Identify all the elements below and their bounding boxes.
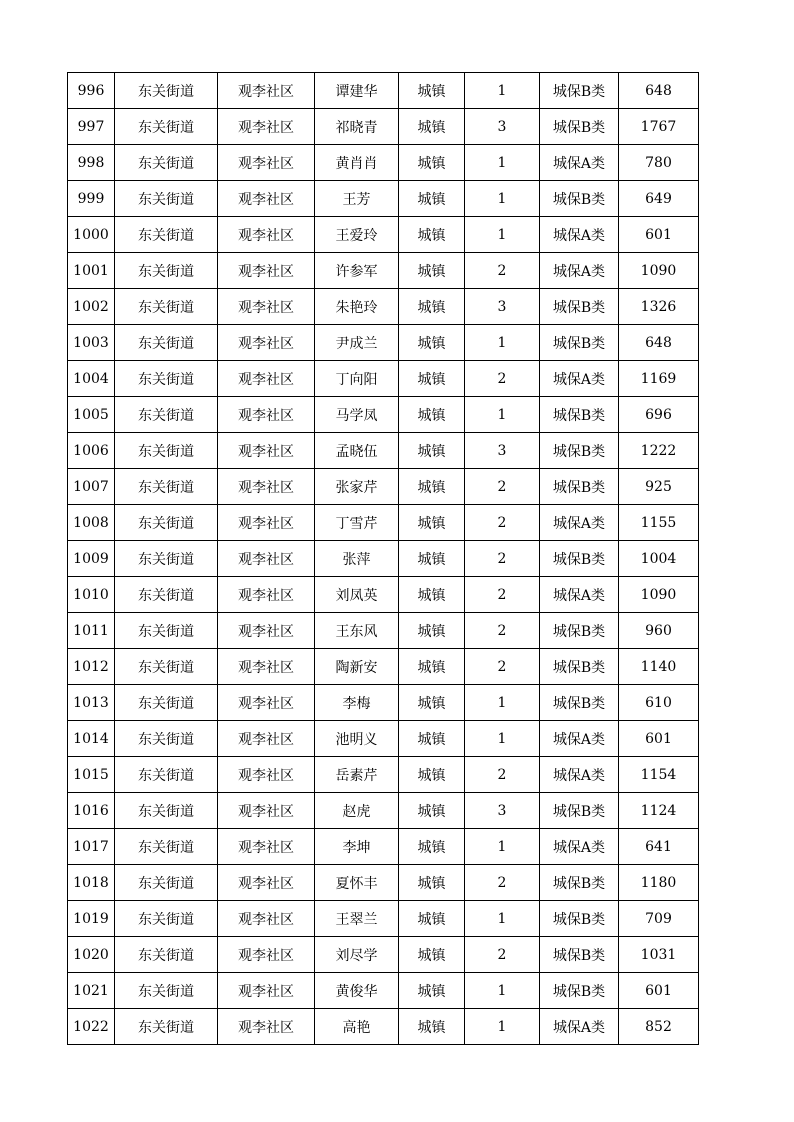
table-row — [68, 1009, 699, 1045]
insurance-category-cell: 城保A类 — [540, 721, 619, 757]
community-name-cell: 观李社区 — [218, 397, 315, 433]
street-name-cell: 东关街道 — [115, 253, 218, 289]
community-name-cell: 观李社区 — [218, 721, 315, 757]
insurance-category-cell: 城保A类 — [540, 145, 619, 181]
household-type-cell: 城镇 — [399, 505, 465, 541]
roster-table — [67, 72, 699, 1045]
street-name-cell: 东关街道 — [115, 757, 218, 793]
street-name-cell: 东关街道 — [115, 145, 218, 181]
community-name-cell: 观李社区 — [218, 505, 315, 541]
insurance-category-cell: 城保B类 — [540, 973, 619, 1009]
table-row — [68, 829, 699, 865]
household-size-cell: 2 — [465, 505, 540, 541]
household-type-cell: 城镇 — [399, 253, 465, 289]
row-number-cell: 1014 — [68, 721, 115, 757]
table-row — [68, 505, 699, 541]
household-type-cell: 城镇 — [399, 325, 465, 361]
community-name-cell: 观李社区 — [218, 865, 315, 901]
insurance-category-cell: 城保A类 — [540, 829, 619, 865]
household-size-cell: 2 — [465, 541, 540, 577]
insurance-category-cell: 城保A类 — [540, 757, 619, 793]
community-name-cell: 观李社区 — [218, 217, 315, 253]
person-name-cell: 刘尽学 — [315, 937, 399, 973]
insurance-category-cell: 城保A类 — [540, 217, 619, 253]
street-name-cell: 东关街道 — [115, 829, 218, 865]
row-number-cell: 1006 — [68, 433, 115, 469]
street-name-cell: 东关街道 — [115, 613, 218, 649]
row-number-cell: 1001 — [68, 253, 115, 289]
row-number-cell: 1016 — [68, 793, 115, 829]
community-name-cell: 观李社区 — [218, 541, 315, 577]
table-row — [68, 469, 699, 505]
household-type-cell: 城镇 — [399, 649, 465, 685]
row-number-cell: 1017 — [68, 829, 115, 865]
insurance-category-cell: 城保B类 — [540, 865, 619, 901]
person-name-cell: 王芳 — [315, 181, 399, 217]
insurance-category-cell: 城保B类 — [540, 397, 619, 433]
person-name-cell: 朱艳玲 — [315, 289, 399, 325]
row-number-cell: 1008 — [68, 505, 115, 541]
street-name-cell: 东关街道 — [115, 109, 218, 145]
insurance-category-cell: 城保A类 — [540, 505, 619, 541]
community-name-cell: 观李社区 — [218, 937, 315, 973]
insurance-category-cell: 城保B类 — [540, 793, 619, 829]
household-type-cell: 城镇 — [399, 289, 465, 325]
amount-cell: 925 — [619, 469, 699, 505]
amount-cell: 610 — [619, 685, 699, 721]
community-name-cell: 观李社区 — [218, 793, 315, 829]
street-name-cell: 东关街道 — [115, 181, 218, 217]
person-name-cell: 李梅 — [315, 685, 399, 721]
amount-cell: 1155 — [619, 505, 699, 541]
person-name-cell: 陶新安 — [315, 649, 399, 685]
amount-cell: 1140 — [619, 649, 699, 685]
household-size-cell: 1 — [465, 217, 540, 253]
community-name-cell: 观李社区 — [218, 577, 315, 613]
community-name-cell: 观李社区 — [218, 181, 315, 217]
household-size-cell: 2 — [465, 613, 540, 649]
household-size-cell: 1 — [465, 1009, 540, 1045]
insurance-category-cell: 城保B类 — [540, 469, 619, 505]
insurance-category-cell: 城保B类 — [540, 325, 619, 361]
row-number-cell: 1015 — [68, 757, 115, 793]
household-type-cell: 城镇 — [399, 433, 465, 469]
row-number-cell: 1019 — [68, 901, 115, 937]
street-name-cell: 东关街道 — [115, 505, 218, 541]
street-name-cell: 东关街道 — [115, 577, 218, 613]
household-size-cell: 1 — [465, 397, 540, 433]
household-type-cell: 城镇 — [399, 829, 465, 865]
household-size-cell: 1 — [465, 973, 540, 1009]
street-name-cell: 东关街道 — [115, 541, 218, 577]
household-type-cell: 城镇 — [399, 541, 465, 577]
insurance-category-cell: 城保B类 — [540, 433, 619, 469]
household-type-cell: 城镇 — [399, 613, 465, 649]
person-name-cell: 黄俊华 — [315, 973, 399, 1009]
table-row — [68, 541, 699, 577]
insurance-category-cell: 城保B类 — [540, 685, 619, 721]
amount-cell: 1169 — [619, 361, 699, 397]
household-size-cell: 2 — [465, 865, 540, 901]
amount-cell: 960 — [619, 613, 699, 649]
household-size-cell: 1 — [465, 73, 540, 109]
household-size-cell: 2 — [465, 361, 540, 397]
table-row — [68, 865, 699, 901]
street-name-cell: 东关街道 — [115, 973, 218, 1009]
table-row — [68, 973, 699, 1009]
community-name-cell: 观李社区 — [218, 685, 315, 721]
insurance-category-cell: 城保B类 — [540, 901, 619, 937]
community-name-cell: 观李社区 — [218, 901, 315, 937]
household-type-cell: 城镇 — [399, 469, 465, 505]
amount-cell: 649 — [619, 181, 699, 217]
community-name-cell: 观李社区 — [218, 145, 315, 181]
amount-cell: 709 — [619, 901, 699, 937]
insurance-category-cell: 城保B类 — [540, 289, 619, 325]
table-row — [68, 397, 699, 433]
person-name-cell: 刘凤英 — [315, 577, 399, 613]
household-type-cell: 城镇 — [399, 145, 465, 181]
community-name-cell: 观李社区 — [218, 325, 315, 361]
household-size-cell: 2 — [465, 649, 540, 685]
street-name-cell: 东关街道 — [115, 937, 218, 973]
amount-cell: 1326 — [619, 289, 699, 325]
household-type-cell: 城镇 — [399, 901, 465, 937]
amount-cell: 780 — [619, 145, 699, 181]
street-name-cell: 东关街道 — [115, 73, 218, 109]
row-number-cell: 998 — [68, 145, 115, 181]
household-type-cell: 城镇 — [399, 973, 465, 1009]
street-name-cell: 东关街道 — [115, 397, 218, 433]
table-row — [68, 433, 699, 469]
row-number-cell: 1000 — [68, 217, 115, 253]
row-number-cell: 1012 — [68, 649, 115, 685]
household-size-cell: 2 — [465, 253, 540, 289]
person-name-cell: 祁晓青 — [315, 109, 399, 145]
amount-cell: 696 — [619, 397, 699, 433]
household-type-cell: 城镇 — [399, 397, 465, 433]
row-number-cell: 1005 — [68, 397, 115, 433]
row-number-cell: 1010 — [68, 577, 115, 613]
street-name-cell: 东关街道 — [115, 649, 218, 685]
roster-body — [68, 73, 699, 1045]
street-name-cell: 东关街道 — [115, 217, 218, 253]
person-name-cell: 马学凤 — [315, 397, 399, 433]
table-row — [68, 145, 699, 181]
row-number-cell: 1021 — [68, 973, 115, 1009]
row-number-cell: 1013 — [68, 685, 115, 721]
person-name-cell: 丁向阳 — [315, 361, 399, 397]
person-name-cell: 张萍 — [315, 541, 399, 577]
row-number-cell: 1009 — [68, 541, 115, 577]
household-type-cell: 城镇 — [399, 793, 465, 829]
table-row — [68, 361, 699, 397]
household-type-cell: 城镇 — [399, 217, 465, 253]
community-name-cell: 观李社区 — [218, 757, 315, 793]
person-name-cell: 孟晓伍 — [315, 433, 399, 469]
insurance-category-cell: 城保B类 — [540, 937, 619, 973]
household-size-cell: 1 — [465, 901, 540, 937]
household-size-cell: 2 — [465, 577, 540, 613]
household-size-cell: 1 — [465, 181, 540, 217]
amount-cell: 1154 — [619, 757, 699, 793]
insurance-category-cell: 城保A类 — [540, 577, 619, 613]
insurance-category-cell: 城保A类 — [540, 1009, 619, 1045]
table-row — [68, 325, 699, 361]
amount-cell: 1124 — [619, 793, 699, 829]
household-type-cell: 城镇 — [399, 181, 465, 217]
row-number-cell: 1020 — [68, 937, 115, 973]
street-name-cell: 东关街道 — [115, 325, 218, 361]
household-type-cell: 城镇 — [399, 937, 465, 973]
insurance-category-cell: 城保B类 — [540, 109, 619, 145]
insurance-category-cell: 城保B类 — [540, 73, 619, 109]
community-name-cell: 观李社区 — [218, 829, 315, 865]
amount-cell: 648 — [619, 73, 699, 109]
community-name-cell: 观李社区 — [218, 649, 315, 685]
community-name-cell: 观李社区 — [218, 361, 315, 397]
household-type-cell: 城镇 — [399, 757, 465, 793]
household-type-cell: 城镇 — [399, 685, 465, 721]
community-name-cell: 观李社区 — [218, 469, 315, 505]
household-type-cell: 城镇 — [399, 721, 465, 757]
person-name-cell: 岳素芹 — [315, 757, 399, 793]
household-size-cell: 3 — [465, 433, 540, 469]
person-name-cell: 张家芹 — [315, 469, 399, 505]
community-name-cell: 观李社区 — [218, 253, 315, 289]
table-row — [68, 901, 699, 937]
table-row — [68, 793, 699, 829]
table-row — [68, 73, 699, 109]
household-size-cell: 1 — [465, 829, 540, 865]
insurance-category-cell: 城保A类 — [540, 361, 619, 397]
row-number-cell: 1022 — [68, 1009, 115, 1045]
household-size-cell: 1 — [465, 145, 540, 181]
table-row — [68, 109, 699, 145]
street-name-cell: 东关街道 — [115, 1009, 218, 1045]
table-row — [68, 253, 699, 289]
household-type-cell: 城镇 — [399, 361, 465, 397]
table-row — [68, 937, 699, 973]
amount-cell: 1090 — [619, 577, 699, 613]
household-size-cell: 2 — [465, 937, 540, 973]
community-name-cell: 观李社区 — [218, 73, 315, 109]
household-size-cell: 1 — [465, 721, 540, 757]
amount-cell: 601 — [619, 721, 699, 757]
street-name-cell: 东关街道 — [115, 361, 218, 397]
amount-cell: 1180 — [619, 865, 699, 901]
amount-cell: 852 — [619, 1009, 699, 1045]
street-name-cell: 东关街道 — [115, 685, 218, 721]
person-name-cell: 王爱玲 — [315, 217, 399, 253]
household-size-cell: 3 — [465, 109, 540, 145]
household-type-cell: 城镇 — [399, 577, 465, 613]
table-row — [68, 721, 699, 757]
person-name-cell: 池明义 — [315, 721, 399, 757]
amount-cell: 1090 — [619, 253, 699, 289]
row-number-cell: 996 — [68, 73, 115, 109]
person-name-cell: 丁雪芹 — [315, 505, 399, 541]
household-type-cell: 城镇 — [399, 1009, 465, 1045]
street-name-cell: 东关街道 — [115, 433, 218, 469]
community-name-cell: 观李社区 — [218, 109, 315, 145]
household-size-cell: 3 — [465, 793, 540, 829]
person-name-cell: 王翠兰 — [315, 901, 399, 937]
amount-cell: 1031 — [619, 937, 699, 973]
amount-cell: 1767 — [619, 109, 699, 145]
amount-cell: 1004 — [619, 541, 699, 577]
table-row — [68, 217, 699, 253]
person-name-cell: 赵虎 — [315, 793, 399, 829]
community-name-cell: 观李社区 — [218, 433, 315, 469]
street-name-cell: 东关街道 — [115, 721, 218, 757]
household-size-cell: 3 — [465, 289, 540, 325]
table-row — [68, 649, 699, 685]
street-name-cell: 东关街道 — [115, 469, 218, 505]
table-row — [68, 577, 699, 613]
insurance-category-cell: 城保B类 — [540, 613, 619, 649]
household-size-cell: 1 — [465, 685, 540, 721]
row-number-cell: 999 — [68, 181, 115, 217]
person-name-cell: 谭建华 — [315, 73, 399, 109]
person-name-cell: 黄肖肖 — [315, 145, 399, 181]
person-name-cell: 许参军 — [315, 253, 399, 289]
community-name-cell: 观李社区 — [218, 289, 315, 325]
household-size-cell: 2 — [465, 757, 540, 793]
street-name-cell: 东关街道 — [115, 793, 218, 829]
person-name-cell: 李坤 — [315, 829, 399, 865]
household-type-cell: 城镇 — [399, 865, 465, 901]
person-name-cell: 高艳 — [315, 1009, 399, 1045]
table-row — [68, 289, 699, 325]
table-row — [68, 757, 699, 793]
street-name-cell: 东关街道 — [115, 901, 218, 937]
table-row — [68, 181, 699, 217]
insurance-category-cell: 城保B类 — [540, 181, 619, 217]
household-size-cell: 2 — [465, 469, 540, 505]
community-name-cell: 观李社区 — [218, 613, 315, 649]
insurance-category-cell: 城保B类 — [540, 649, 619, 685]
person-name-cell: 王东风 — [315, 613, 399, 649]
row-number-cell: 1018 — [68, 865, 115, 901]
insurance-category-cell: 城保A类 — [540, 253, 619, 289]
community-name-cell: 观李社区 — [218, 973, 315, 1009]
household-type-cell: 城镇 — [399, 73, 465, 109]
row-number-cell: 1002 — [68, 289, 115, 325]
street-name-cell: 东关街道 — [115, 289, 218, 325]
household-type-cell: 城镇 — [399, 109, 465, 145]
community-name-cell: 观李社区 — [218, 1009, 315, 1045]
amount-cell: 601 — [619, 973, 699, 1009]
insurance-category-cell: 城保B类 — [540, 541, 619, 577]
amount-cell: 648 — [619, 325, 699, 361]
table-row — [68, 613, 699, 649]
row-number-cell: 997 — [68, 109, 115, 145]
amount-cell: 641 — [619, 829, 699, 865]
street-name-cell: 东关街道 — [115, 865, 218, 901]
row-number-cell: 1004 — [68, 361, 115, 397]
amount-cell: 1222 — [619, 433, 699, 469]
household-size-cell: 1 — [465, 325, 540, 361]
amount-cell: 601 — [619, 217, 699, 253]
person-name-cell: 夏怀丰 — [315, 865, 399, 901]
row-number-cell: 1003 — [68, 325, 115, 361]
row-number-cell: 1007 — [68, 469, 115, 505]
person-name-cell: 尹成兰 — [315, 325, 399, 361]
row-number-cell: 1011 — [68, 613, 115, 649]
table-row — [68, 685, 699, 721]
